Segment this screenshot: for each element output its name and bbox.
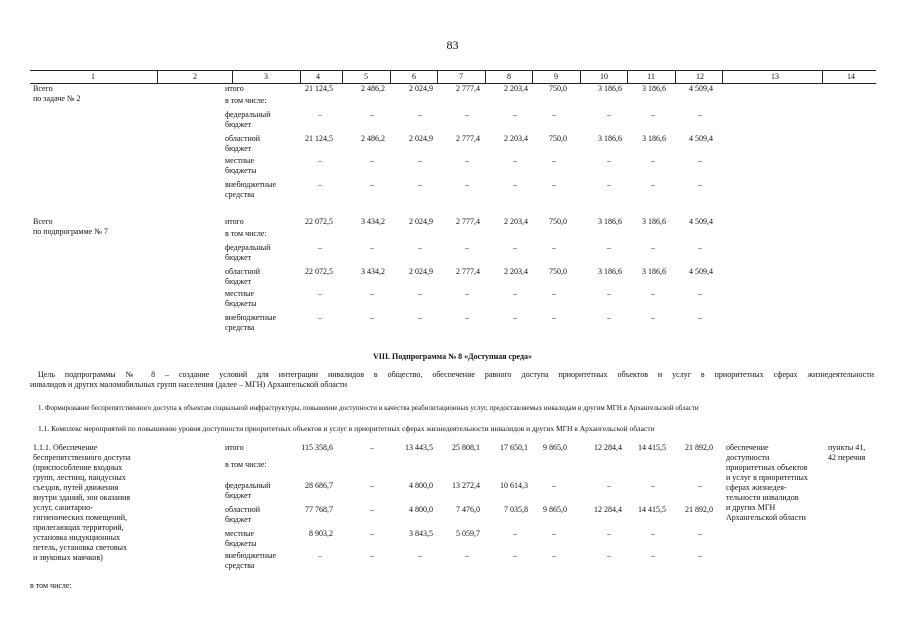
sub7-label: Всего по подпрограмме № 7 [33, 217, 108, 236]
sub7-val-0-3: 2 777,4 [456, 217, 480, 226]
task2-val-2-6: – [607, 110, 611, 119]
task2-val-3-5: 750,0 [549, 134, 567, 143]
task2-val-0-2: 2 024,9 [409, 84, 433, 93]
sub7-val-4-0: – [318, 289, 322, 298]
sub7-source-4: местные бюджеты [225, 289, 257, 308]
task2-val-0-1: 2 486,2 [361, 84, 385, 93]
task2-source-5: внебюджетные средства [225, 180, 276, 199]
task2-val-0-6: 3 186,6 [598, 84, 622, 93]
sub7-val-5-6: – [607, 313, 611, 322]
sub7-val-4-2: – [418, 289, 422, 298]
task2-val-3-3: 2 777,4 [456, 134, 480, 143]
sub7-val-3-5: 750,0 [549, 267, 567, 276]
task2-source-0: итого [225, 84, 244, 93]
item111-val-3-6: 12 284,4 [594, 505, 622, 514]
header-col-11: 11 [647, 72, 655, 81]
goal-line-2: инвалидов и других маломобильных групп населения (далее – МГН) Архангельской области [30, 380, 348, 389]
item111-source-0: итого [225, 443, 244, 452]
task2-val-4-6: – [607, 156, 611, 165]
item111-val-3-0: 77 768,7 [305, 505, 333, 514]
sub7-val-3-8: 4 509,4 [689, 267, 713, 276]
item111-val-0-8: 21 892,0 [685, 443, 713, 452]
item111-val-3-4: 7 035,8 [504, 505, 528, 514]
item111-result-line-0: обеспечение [726, 443, 769, 452]
task2-val-4-3: – [465, 156, 469, 165]
task2-val-0-0: 21 124,5 [305, 84, 333, 93]
task2-val-2-1: – [370, 110, 374, 119]
task2-val-5-6: – [607, 180, 611, 189]
item111-val-5-6: – [607, 551, 611, 560]
sub7-val-2-7: – [651, 243, 655, 252]
sub7-val-0-8: 4 509,4 [689, 217, 713, 226]
task2-val-3-8: 4 509,4 [689, 134, 713, 143]
task2-val-3-0: 21 124,5 [305, 134, 333, 143]
sub7-val-4-4: – [513, 289, 517, 298]
sub7-val-0-1: 3 434,2 [361, 217, 385, 226]
item111-label-line-5: внутри зданий, зон оказания [33, 493, 131, 502]
sub7-val-0-0: 22 072,5 [305, 217, 333, 226]
item111-val-5-0: – [318, 551, 322, 560]
item111-result-line-1: доступности [726, 453, 770, 462]
task2-val-4-7: – [651, 156, 655, 165]
sub7-val-5-5: – [552, 313, 556, 322]
sub7-val-2-6: – [607, 243, 611, 252]
item111-val-2-3: 13 272,4 [452, 481, 480, 490]
sub7-val-5-3: – [465, 313, 469, 322]
item111-ref-line-1: 42 перечня [828, 453, 866, 462]
item111-val-0-4: 17 650,1 [500, 443, 528, 452]
task2-val-4-5: – [552, 156, 556, 165]
item111-val-5-1: – [370, 551, 374, 560]
task2-val-5-8: – [698, 180, 702, 189]
item111-result-line-6: и других МГН [726, 503, 776, 512]
task2-val-5-4: – [513, 180, 517, 189]
item111-result-line-5: тельности инвалидов [726, 493, 799, 502]
sub7-val-5-4: – [513, 313, 517, 322]
item111-val-0-0: 115 358,6 [301, 443, 333, 452]
header-col-10: 10 [600, 72, 608, 81]
task2-val-3-6: 3 186,6 [598, 134, 622, 143]
item111-result-line-7: Архангельской области [726, 513, 806, 522]
sub7-val-3-1: 3 434,2 [361, 267, 385, 276]
sub7-val-0-2: 2 024,9 [409, 217, 433, 226]
item111-result-line-2: приоритетных объектов [726, 463, 808, 472]
item111-source-2: федеральный бюджет [225, 481, 271, 500]
item111-val-2-5: – [552, 481, 556, 490]
sub7-val-5-7: – [651, 313, 655, 322]
goal-line-1: Цель подпрограммы № 8 – создание условий для интеграции инвалидов в общество, обеспечение равного доступа приоритетных объектов и услуг в приоритетных сферах жизнедеятельности [38, 370, 874, 379]
task2-val-4-8: – [698, 156, 702, 165]
item111-val-5-4: – [513, 551, 517, 560]
sub7-source-5: внебюджетные средства [225, 313, 276, 332]
header-col-6: 6 [412, 72, 416, 81]
item111-val-5-8: – [698, 551, 702, 560]
item111-val-3-2: 4 800,0 [409, 505, 433, 514]
item111-label-line-3: групп, лестниц, пандусных [33, 473, 126, 482]
sub7-val-4-3: – [465, 289, 469, 298]
sub7-val-3-3: 2 777,4 [456, 267, 480, 276]
task2-val-0-4: 2 203,4 [504, 84, 528, 93]
sub7-source-3: областной бюджет [225, 267, 261, 286]
task2-val-5-2: – [418, 180, 422, 189]
header-col-5: 5 [364, 72, 368, 81]
item111-label-line-10: петель, установка световых [33, 543, 127, 552]
task-1: 1. Формирование беспрепятственного доступа к объектам социальной инфраструктуры, повышение доступности и качества реабилитационных услуг, предоставляемых инвалидам и другим МГН в Архангельской области [38, 404, 699, 412]
sub7-val-2-3: – [465, 243, 469, 252]
sub7-val-2-0: – [318, 243, 322, 252]
complex-1-1: 1.1. Комплекс мероприятий по повышению уровня доступности приоритетных объектов и услуг в приоритетных сферах жизнедеятельности инвалидов и других МГН в Архангельской области [38, 424, 655, 433]
header-col-4: 4 [316, 72, 320, 81]
item111-val-4-0: 8 903,2 [309, 529, 333, 538]
item111-val-4-4: – [513, 529, 517, 538]
item111-val-4-2: 3 843,5 [409, 529, 433, 538]
task2-val-5-1: – [370, 180, 374, 189]
task2-val-4-4: – [513, 156, 517, 165]
sub7-val-2-2: – [418, 243, 422, 252]
task2-val-4-1: – [370, 156, 374, 165]
sub7-val-2-5: – [552, 243, 556, 252]
sub7-val-4-5: – [552, 289, 556, 298]
item111-label-line-9: установка индукционных [33, 533, 121, 542]
sub7-val-5-8: – [698, 313, 702, 322]
item111-val-2-2: 4 800,0 [409, 481, 433, 490]
task2-val-2-0: – [318, 110, 322, 119]
item111-val-3-8: 21 892,0 [685, 505, 713, 514]
task2-val-2-5: – [552, 110, 556, 119]
task2-val-5-7: – [651, 180, 655, 189]
header-col-1: 1 [91, 72, 95, 81]
sub7-val-0-5: 750,0 [549, 217, 567, 226]
task2-val-3-7: 3 186,6 [642, 134, 666, 143]
sub7-val-4-1: – [370, 289, 374, 298]
header-col-2: 2 [193, 72, 197, 81]
item111-val-4-3: 5 059,7 [456, 529, 480, 538]
sub7-val-3-0: 22 072,5 [305, 267, 333, 276]
sub7-source-2: федеральный бюджет [225, 243, 271, 262]
item111-val-4-1: – [370, 529, 374, 538]
item111-val-0-2: 13 443,5 [405, 443, 433, 452]
task2-source-3: областной бюджет [225, 134, 261, 153]
sub7-val-2-4: – [513, 243, 517, 252]
task2-val-2-8: – [698, 110, 702, 119]
item111-label-line-11: и звуковых маячков) [33, 553, 103, 562]
item111-val-4-6: – [607, 529, 611, 538]
item111-val-4-8: – [698, 529, 702, 538]
including-label: в том числе: [30, 581, 72, 590]
item111-label-line-7: гигиенических помещений, [33, 513, 128, 522]
task2-val-2-4: – [513, 110, 517, 119]
task2-source-2: федеральный бюджет [225, 110, 271, 129]
sub7-val-2-8: – [698, 243, 702, 252]
item111-val-2-8: – [698, 481, 702, 490]
task2-val-3-4: 2 203,4 [504, 134, 528, 143]
item111-result-line-4: сферах жизнедея- [726, 483, 787, 492]
item111-val-3-1: – [370, 505, 374, 514]
task2-val-5-0: – [318, 180, 322, 189]
sub7-val-3-7: 3 186,6 [642, 267, 666, 276]
sub7-val-5-2: – [418, 313, 422, 322]
header-col-3: 3 [264, 72, 268, 81]
item111-val-3-3: 7 476,0 [456, 505, 480, 514]
item111-result-line-3: и услуг в приоритетных [726, 473, 808, 482]
section-title: VIII. Подпрограмма № 8 «Доступная среда» [372, 352, 533, 361]
item111-val-2-1: – [370, 481, 374, 490]
task2-val-4-0: – [318, 156, 322, 165]
item111-source-3: областной бюджет [225, 505, 261, 524]
sub7-val-2-1: – [370, 243, 374, 252]
page-number: 83 [446, 38, 459, 52]
header-col-13: 13 [771, 72, 779, 81]
item111-val-0-7: 14 415,5 [638, 443, 666, 452]
item111-label-line-8: прилегающих территорий, [33, 523, 124, 532]
header-col-8: 8 [507, 72, 511, 81]
item111-val-2-4: 10 614,3 [500, 481, 528, 490]
sub7-val-4-6: – [607, 289, 611, 298]
task2-val-5-5: – [552, 180, 556, 189]
item111-val-4-7: – [651, 529, 655, 538]
item111-ref-line-0: пункты 41, [828, 443, 866, 452]
sub7-val-3-6: 3 186,6 [598, 267, 622, 276]
item111-source-4: местные бюджеты [225, 529, 257, 548]
item111-val-0-5: 9 865,0 [543, 443, 567, 452]
sub7-val-0-7: 3 186,6 [642, 217, 666, 226]
item111-val-0-6: 12 284,4 [594, 443, 622, 452]
header-col-12: 12 [696, 72, 704, 81]
task2-val-5-3: – [465, 180, 469, 189]
item111-val-5-7: – [651, 551, 655, 560]
sub7-source-0: итого [225, 217, 244, 226]
sub7-val-3-4: 2 203,4 [504, 267, 528, 276]
task2-val-0-5: 750,0 [549, 84, 567, 93]
task2-source-4: местные бюджеты [225, 156, 257, 175]
item111-val-2-0: 28 686,7 [305, 481, 333, 490]
task2-val-2-7: – [651, 110, 655, 119]
item111-val-2-7: – [651, 481, 655, 490]
item111-val-5-5: – [552, 551, 556, 560]
item111-label-line-0: 1.1.1. Обеспечение [33, 443, 98, 452]
item111-val-0-3: 25 808,1 [452, 443, 480, 452]
task2-val-0-7: 3 186,6 [642, 84, 666, 93]
sub7-val-4-7: – [651, 289, 655, 298]
sub7-val-5-0: – [318, 313, 322, 322]
header-col-14: 14 [847, 72, 855, 81]
task2-val-2-3: – [465, 110, 469, 119]
item111-label-line-4: съездов, путей движения [33, 483, 119, 492]
sub7-val-3-2: 2 024,9 [409, 267, 433, 276]
item111-label-line-2: (приспособление входных [33, 463, 123, 472]
task2-val-0-8: 4 509,4 [689, 84, 713, 93]
task2-label: Всего по задаче № 2 [33, 84, 81, 103]
item111-val-4-5: – [552, 529, 556, 538]
task2-source-1: в том числе: [225, 96, 267, 105]
header-col-9: 9 [554, 72, 558, 81]
item111-val-3-5: 9 865,0 [543, 505, 567, 514]
header-col-7: 7 [459, 72, 463, 81]
task2-val-2-2: – [418, 110, 422, 119]
item111-val-3-7: 14 415,5 [638, 505, 666, 514]
item111-source-5: внебюджетные средства [225, 551, 276, 570]
sub7-val-4-8: – [698, 289, 702, 298]
sub7-source-1: в том числе: [225, 229, 267, 238]
item111-label-line-6: услуг, санитарно- [33, 503, 93, 512]
item111-val-2-6: – [607, 481, 611, 490]
item111-val-0-1: – [370, 443, 374, 452]
item111-val-5-3: – [465, 551, 469, 560]
task2-val-3-1: 2 486,2 [361, 134, 385, 143]
sub7-val-0-6: 3 186,6 [598, 217, 622, 226]
table-header-row [30, 70, 876, 84]
sub7-val-0-4: 2 203,4 [504, 217, 528, 226]
task2-val-4-2: – [418, 156, 422, 165]
task2-val-3-2: 2 024,9 [409, 134, 433, 143]
item111-val-5-2: – [418, 551, 422, 560]
sub7-val-5-1: – [370, 313, 374, 322]
task2-val-0-3: 2 777,4 [456, 84, 480, 93]
item111-label-line-1: беспрепятственного доступа [33, 453, 131, 462]
item111-source-1: в том числе: [225, 460, 267, 469]
